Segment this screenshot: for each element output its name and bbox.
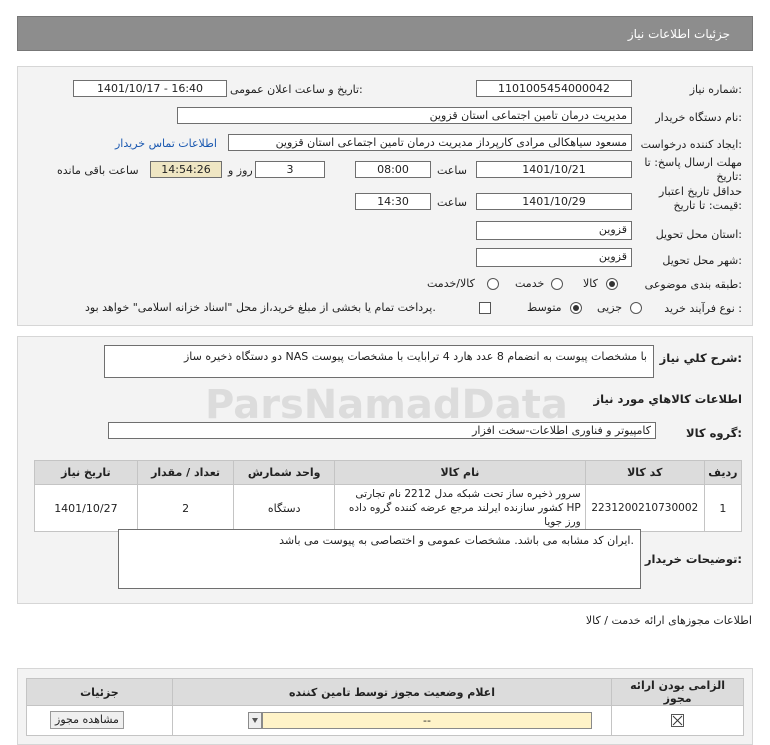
process-option-medium: متوسط bbox=[527, 301, 562, 314]
buyer-notes-label: توضیحات خریدار: bbox=[644, 552, 742, 566]
goods-group-label: گروه کالا: bbox=[686, 426, 742, 440]
goods-info-heading: اطلاعات کالاهاي مورد نياز bbox=[593, 392, 742, 406]
col-name: نام کالا bbox=[335, 461, 586, 485]
treasury-checkbox[interactable] bbox=[479, 302, 491, 314]
creator-label: ایجاد کننده درخواست: bbox=[640, 138, 742, 151]
goods-table bbox=[34, 460, 742, 532]
col-row: ردیف bbox=[704, 461, 741, 485]
remaining-time-field: 14:54:26 bbox=[150, 161, 222, 178]
view-permit-button[interactable]: مشاهده مجوز bbox=[50, 711, 124, 729]
page-title: جزئیات اطلاعات نیاز bbox=[627, 27, 730, 41]
buyer-label: نام دستگاه خریدار: bbox=[655, 111, 742, 124]
validity-time-label: ساعت bbox=[437, 196, 467, 209]
cell-unit: دستگاه bbox=[234, 485, 335, 532]
permit-col-required: الزامی بودن ارائه مجوز bbox=[612, 679, 744, 706]
process-option-minor: جزیی bbox=[597, 301, 623, 314]
process-label: نوع فرآیند خرید : bbox=[664, 302, 742, 315]
days-field: 3 bbox=[255, 161, 325, 178]
col-unit: واحد شمارش bbox=[234, 461, 335, 485]
cell-code: 2231200210730002 bbox=[585, 485, 704, 532]
category-radio-goods[interactable] bbox=[606, 278, 618, 290]
deadline-time-field: 08:00 bbox=[355, 161, 431, 178]
col-qty: تعداد / مقدار bbox=[137, 461, 234, 485]
days-label: روز و bbox=[228, 164, 253, 177]
creator-field: مسعود سیاهکالی مرادی کارپرداز مدیریت درمان تامین اجتماعی استان قزوین bbox=[228, 134, 632, 151]
permits-title: اطلاعات مجوزهای ارائه خدمت / کالا bbox=[585, 614, 752, 627]
permit-required-cell bbox=[612, 706, 744, 736]
category-option-service: خدمت bbox=[515, 277, 545, 290]
deadline-time-label: ساعت bbox=[437, 164, 467, 177]
validity-date-field: 1401/10/29 bbox=[476, 193, 632, 210]
buyer-notes-field: ایران کد مشابه می باشد. مشخصات عمومی و اختصاصی به پیوست می باشد. bbox=[118, 529, 641, 589]
process-radio-minor[interactable] bbox=[630, 302, 642, 314]
category-radio-goods-service[interactable] bbox=[487, 278, 499, 290]
contact-link[interactable]: اطلاعات تماس خریدار bbox=[115, 137, 217, 150]
cell-qty: 2 bbox=[137, 485, 234, 532]
need-number-label: شماره نیاز: bbox=[689, 83, 742, 96]
need-desc-label: شرح کلي نياز: bbox=[659, 351, 742, 365]
watermark-logo: ParsNamadData bbox=[205, 382, 568, 428]
permit-col-details: جزئیات bbox=[27, 679, 173, 706]
buyer-field: مدیریت درمان تامین اجتماعی استان قزوین bbox=[177, 107, 632, 124]
category-option-goods: کالا bbox=[583, 277, 598, 290]
need-number-field: 1101005454000042 bbox=[476, 80, 632, 97]
cell-row: 1 bbox=[704, 485, 741, 532]
validity-label: حداقل تاریخ اعتبار قیمت: تا تاریخ: bbox=[658, 185, 742, 212]
city-label: شهر محل تحویل: bbox=[662, 254, 742, 267]
treasury-note: پرداخت تمام یا بخشی از مبلغ خرید،از محل "اسناد خزانه اسلامی" خواهد بود. bbox=[85, 301, 436, 314]
col-code: کد کالا bbox=[585, 461, 704, 485]
announce-label: تاریخ و ساعت اعلان عمومی: bbox=[230, 83, 363, 96]
page-header bbox=[17, 16, 753, 51]
announce-field: 1401/10/17 - 16:40 bbox=[73, 80, 227, 97]
province-field: قزوین bbox=[476, 221, 632, 240]
checkbox-x-icon bbox=[671, 714, 684, 727]
col-date: تاریخ نیاز bbox=[35, 461, 138, 485]
cell-name: سرور ذخیره ساز تحت شبکه مدل 2212 نام تجارتی HP کشور سازنده ایرلند مرجع عرضه کننده گروه داده ورز جویا bbox=[335, 485, 586, 532]
category-label: طبقه بندی موضوعی: bbox=[644, 278, 742, 291]
goods-group-field: کامپیوتر و فناوری اطلاعات-سخت افزار bbox=[108, 422, 656, 439]
permit-col-status: اعلام وضعیت مجوز توسط تامین کننده bbox=[172, 679, 611, 706]
need-desc-field: دو دستگاه ذخیره ساز NAS با مشخصات پیوست به انضمام 8 عدد هارد 4 ترابایت با مشخصات پیوست bbox=[104, 345, 654, 378]
category-radio-service[interactable] bbox=[551, 278, 563, 290]
remaining-label: ساعت باقی مانده bbox=[57, 164, 139, 177]
city-field: قزوین bbox=[476, 248, 632, 267]
deadline-label: مهلت ارسال پاسخ: تا تاریخ: bbox=[644, 156, 742, 183]
permit-status-select[interactable] bbox=[262, 712, 592, 729]
process-radio-medium[interactable] bbox=[570, 302, 582, 314]
select-arrow-icon[interactable] bbox=[248, 712, 262, 729]
validity-time-field: 14:30 bbox=[355, 193, 431, 210]
category-option-goods-service: کالا/خدمت bbox=[427, 277, 475, 290]
permit-status-value: -- bbox=[423, 714, 431, 727]
table-row bbox=[35, 485, 742, 532]
deadline-date-field: 1401/10/21 bbox=[476, 161, 632, 178]
province-label: استان محل تحویل: bbox=[655, 228, 742, 241]
cell-date: 1401/10/27 bbox=[35, 485, 138, 532]
